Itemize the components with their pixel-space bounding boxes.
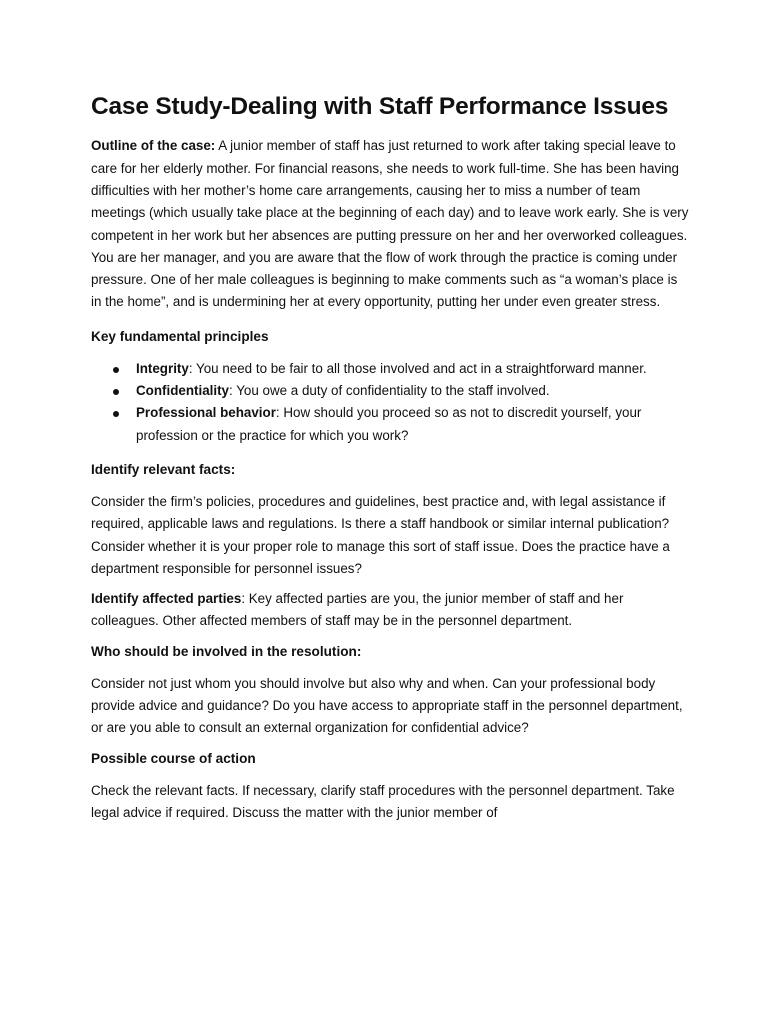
outline-label: Outline of the case:	[91, 138, 216, 154]
action-paragraph: Check the relevant facts. If necessary, clarify staff procedures with the personnel department. Take legal advice if required. Discuss the matter with the junior member of	[91, 782, 675, 820]
principle-label: Confidentiality	[136, 383, 229, 399]
principle-text: : How should you proceed so as not to discredit yourself, your profession or the practice for which you work?	[136, 405, 642, 443]
bullet-icon	[113, 389, 119, 395]
parties-text: : Key affected parties are you, the junior member of staff and her colleagues. Other affected members of staff may be in the personnel department.	[91, 591, 624, 629]
outline-paragraph	[91, 135, 691, 313]
resolution-paragraph: Consider not just whom you should involve but also why and when. Can your professional body provide advice and guidance? Do you have access to appropriate staff in the personnel department, or are you able to consult an external organization for confidential advice?	[91, 675, 683, 736]
page-title: Case Study-Dealing with Staff Performance Issues	[91, 93, 669, 120]
principles-list	[91, 358, 691, 447]
bullet-icon	[113, 367, 119, 373]
principle-text: : You owe a duty of confidentiality to the staff involved.	[229, 383, 550, 399]
parties-paragraph	[91, 588, 691, 633]
principle-label: Professional behavior	[136, 405, 276, 421]
principle-label: Integrity	[136, 360, 189, 376]
document-page	[91, 92, 691, 832]
list-item-integrity	[91, 358, 691, 380]
principle-text: : You need to be fair to all those involved and act in a straightforward manner.	[188, 360, 647, 376]
resolution-heading: Who should be involved in the resolution:	[91, 643, 362, 659]
list-item-professional-behavior	[91, 402, 691, 447]
parties-label: Identify affected parties	[91, 591, 242, 607]
outline-text: A junior member of staff has just returned to work after taking special leave to care for her elderly mother. For financial reasons, she needs to work full-time. She has been having difficulties with her mother’s home care arrangements, causing her to miss a number of team meetings (which usually take place at the beginning of each day) and to leave work early. She is very competent in her work but her absences are putting pressure on her and her overworked colleagues. You are her manager, and you are aware that the flow of work through the practice is coming under pressure. One of her male colleagues is beginning to make comments such as “a woman’s place is in the home”, and is undermining her at every opportunity, putting her under even greater stress.	[91, 138, 689, 310]
bullet-icon	[113, 411, 119, 417]
principles-heading: Key fundamental principles	[91, 328, 269, 344]
facts-heading: Identify relevant facts:	[91, 461, 236, 477]
list-item-confidentiality	[91, 380, 691, 402]
facts-paragraph: Consider the firm’s policies, procedures and guidelines, best practice and, with legal assistance if required, applicable laws and regulations. Is there a staff handbook or similar internal publication? Consider whether it is your proper role to manage this sort of staff issue. Does the practice have a department responsible for personnel issues?	[91, 493, 670, 576]
action-heading: Possible course of action	[91, 750, 256, 766]
